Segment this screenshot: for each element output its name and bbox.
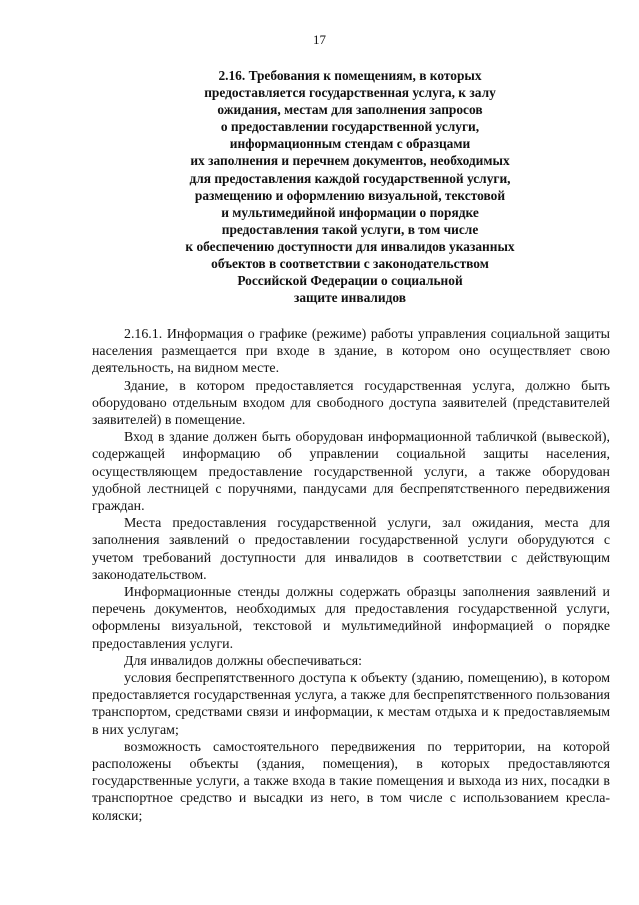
paragraph: Информационные стенды должны содержать образцы заполнения заявлений и перечень документов, необходимых для предоставления государственной услуги, оформлены визуальной, текстовой и мультимедийной информацией о порядке предоставления услуги. [92, 585, 610, 652]
heading-line: предоставляется государственная услуга, к залу [204, 85, 496, 101]
paragraph: Места предоставления государственной услуги, зал ожидания, места для заполнения заявлений о предоставлении государственной услуги оборудуются с учетом требований доступности для инвалидов в соответствии с действующим законодательством. [92, 516, 610, 583]
heading-line: размещению и оформлению визуальной, текстовой [194, 187, 506, 203]
heading-line: 2.16. Требования к помещениям, в которых [218, 68, 482, 83]
heading-line: защите инвалидов [293, 290, 407, 306]
paragraph: 2.16.1. Информация о графике (режиме) работы управления социальной защиты населения размещается при входе в здание, в котором оно осуществляет свою деятельность, на видном месте. [92, 327, 610, 377]
paragraph: Для инвалидов должны обеспечиваться: [124, 653, 362, 669]
heading-line: Российской Федерации о социальной [237, 273, 463, 289]
heading-line: для предоставления каждой государственной услуги, [189, 170, 511, 186]
paragraph: Здание, в котором предоставляется государственная услуга, должно быть оборудовано отдельным входом для свободного доступа заявителей (представителей заявителей) в помещение. [92, 378, 610, 429]
heading-line: и мультимедийной информации о порядке [221, 204, 479, 220]
page-number: 17 [313, 32, 326, 47]
paragraph: Вход в здание должен быть оборудован информационной табличкой (вывеской), содержащей информацию об управлении социальной защиты населения, осуществляющем предоставление государственной услуги, а также оборудован удобной лестницей с поручнями, пандусами для беспрепятственного передвижения граждан. [92, 430, 610, 515]
section-heading [130, 67, 570, 306]
heading-line: предоставления такой услуги, в том числе [221, 221, 479, 237]
paragraph: условия беспрепятственного доступа к объекту (зданию, помещению), в котором предоставляется государственная услуга, а также для беспрепятственного пользования транспортом, средствами связи и информации, к местам отдыха и к предоставляемым в них услугам; [92, 671, 610, 738]
heading-line: объектов в соответствии с законодательством [211, 256, 489, 272]
heading-line: их заполнения и перечнем документов, необходимых [190, 153, 510, 169]
heading-line: к обеспечению доступности для инвалидов указанных [185, 238, 515, 254]
heading-line: ожидания, местам для заполнения запросов [217, 102, 483, 118]
heading-line: информационным стендам с образцами [229, 136, 471, 152]
heading-line: о предоставлении государственной услуги, [220, 119, 480, 135]
body-text [92, 326, 610, 825]
paragraph: возможность самостоятельного передвижения по территории, на которой расположены объекты (здания, помещения), в которых предоставляются государственные услуги, а также входа в такие помещения и выхода из них, посадки в транспортное средство и высадки из него, в том числе с использованием кресла-коляски; [92, 739, 610, 824]
